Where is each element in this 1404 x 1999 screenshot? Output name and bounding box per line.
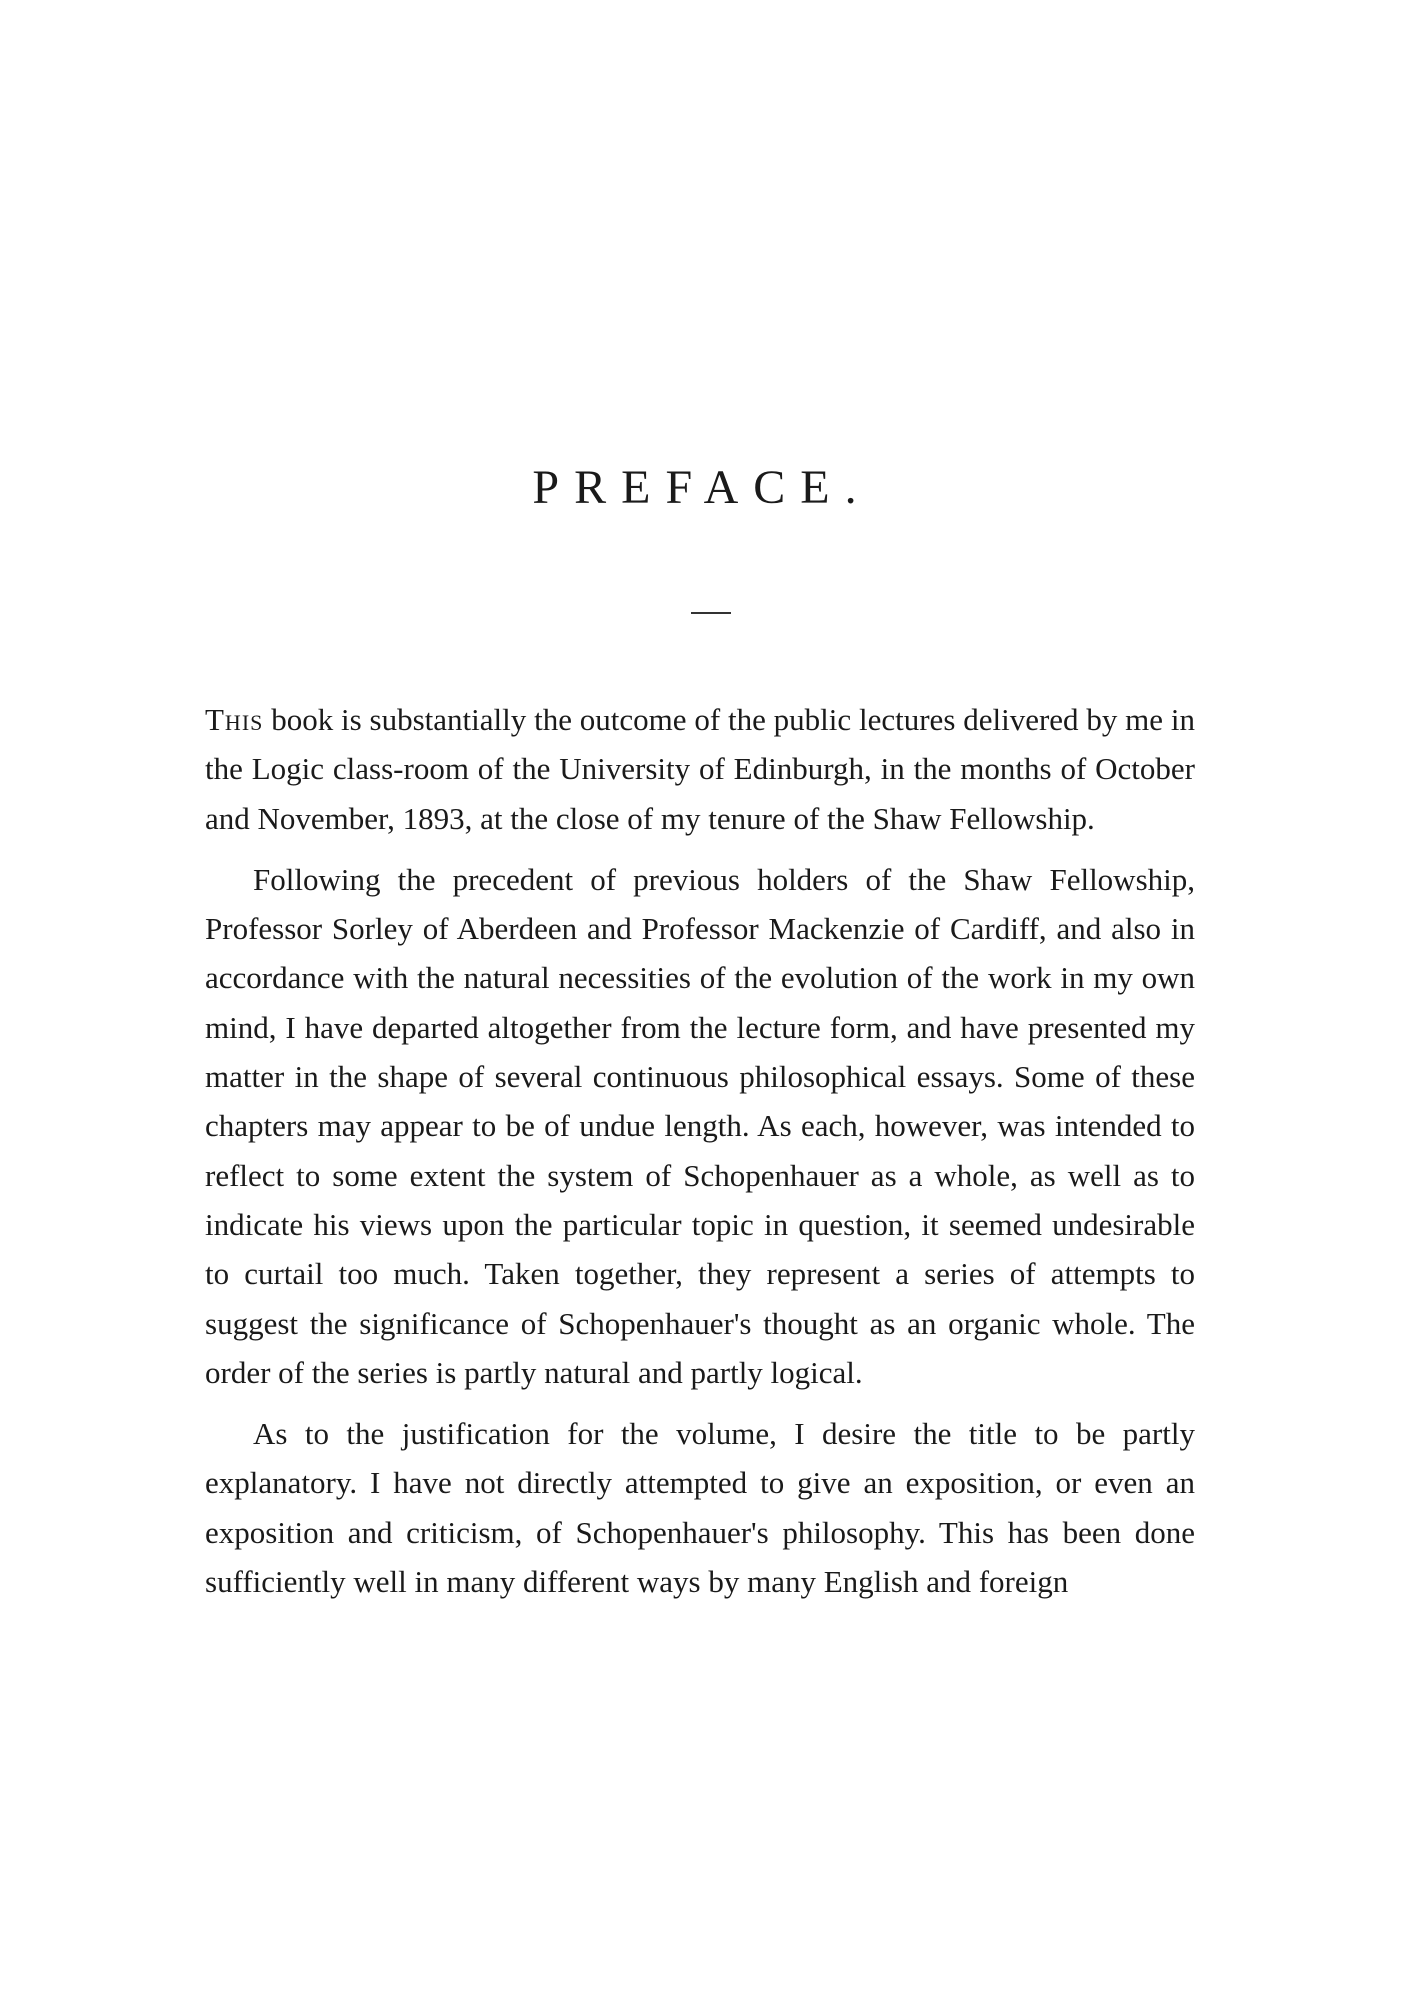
- paragraph-1-text: book is substantially the outcome of the public lectures delivered by me in the Logic class-room of the University of Edinburgh, in the months of October and November, 1893, at the close of my tenure of the Shaw Fellowship.: [205, 702, 1195, 836]
- paragraph-1: [205, 695, 1195, 843]
- paragraph-3: As to the justification for the volume, I desire the title to be partly explanatory. I have not directly attempted to give an exposition, or even an exposition and criticism, of Schopenhauer's philosophy. This has been done sufficiently well in many different ways by many English and foreign: [205, 1416, 1195, 1600]
- page-title: PREFACE.: [532, 461, 872, 514]
- paragraph-1-lead: This: [205, 702, 264, 737]
- paragraph-2: Following the precedent of previous holders of the Shaw Fellowship, Professor Sorley of Aberdeen and Professor Mackenzie of Cardiff, and also in accordance with the natural necessities of the evolution of the work in my own mind, I have departed altogether from the lecture form, and have presented my matter in the shape of several continuous philosophical essays. Some of these chapters may appear to be of undue length. As each, however, was intended to reflect to some extent the system of Schopenhauer as a whole, as well as to indicate his views upon the particular topic in question, it seemed undesirable to curtail too much. Taken together, they represent a series of attempts to suggest the significance of Schopenhauer's thought as an organic whole. The order of the series is partly natural and partly logical.: [205, 861, 1195, 1390]
- preface-body: [205, 695, 1195, 1606]
- title-divider: [691, 612, 731, 614]
